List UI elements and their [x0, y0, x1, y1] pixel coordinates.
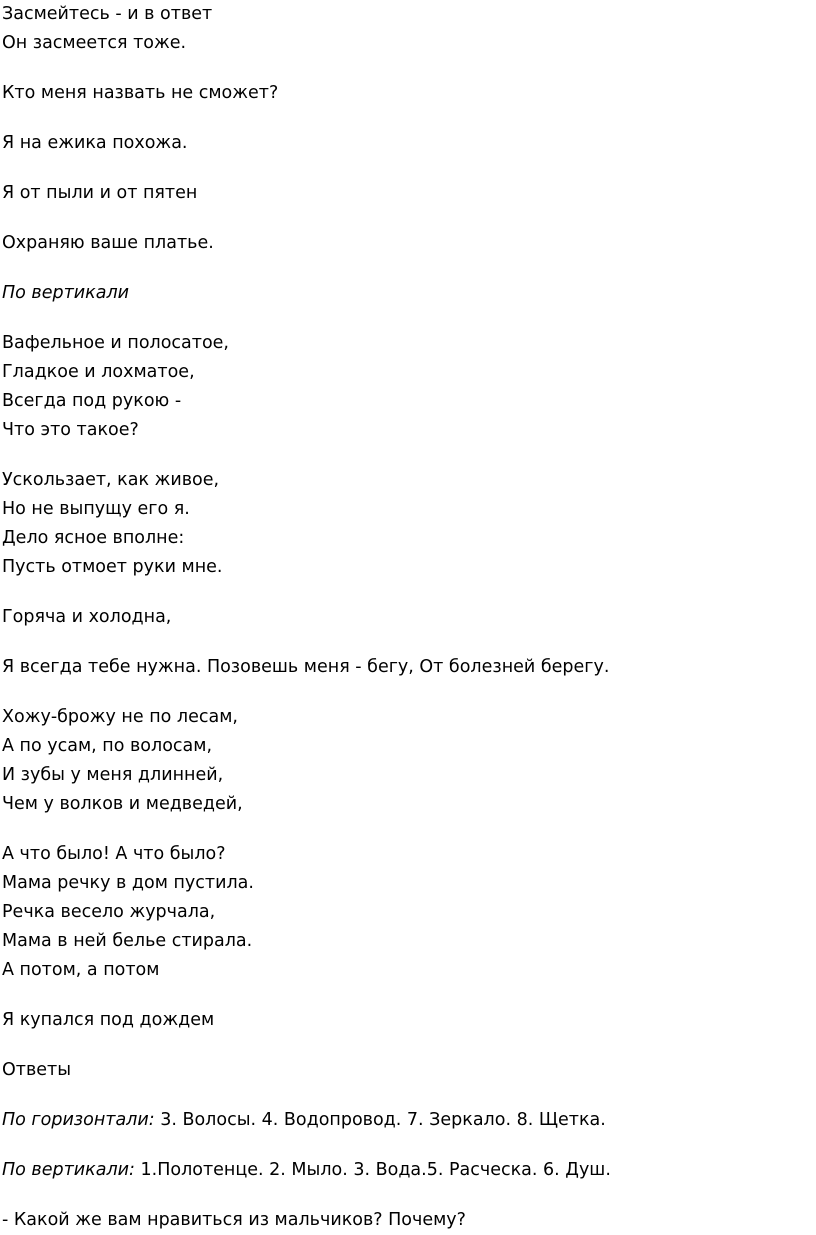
- paragraph-gap: [2, 1085, 812, 1106]
- paragraph: [2, 1156, 812, 1185]
- paragraph-gap: [2, 208, 812, 229]
- paragraph-gap: [2, 632, 812, 653]
- text-line: Я всегда тебе нужна. Позовешь меня - бегу, От болезней берегу.: [2, 657, 610, 677]
- paragraph: [2, 1106, 812, 1135]
- answer-line: [2, 1106, 812, 1135]
- text-line: Но не выпущу его я.: [2, 499, 190, 519]
- text-line: Мама речку в дом пустила.: [2, 873, 254, 893]
- paragraph-gap: [2, 158, 812, 179]
- paragraph-gap: [2, 445, 812, 466]
- paragraph: [2, 129, 812, 158]
- text-line: Я от пыли и от пятен: [2, 183, 198, 203]
- text-line: А потом, а потом: [2, 960, 160, 980]
- text-line: Что это такое?: [2, 420, 139, 440]
- answer-text: 1.Полотенце. 2. Мыло. 3. Вода.5. Расческа. 6. Душ.: [134, 1160, 611, 1180]
- paragraph-gap: [2, 1185, 812, 1206]
- text-line: - Какой же вам нравиться из мальчиков? Почему?: [2, 1210, 466, 1230]
- text-line: Пусть отмоет руки мне.: [2, 557, 223, 577]
- text-line: Чем у волков и медведей,: [2, 794, 243, 814]
- text-line: Вафельное и полосатое,: [2, 333, 229, 353]
- paragraph: [2, 79, 812, 108]
- answer-line: [2, 1156, 812, 1185]
- paragraph: [2, 703, 812, 819]
- text-line: Кто меня назвать не сможет?: [2, 83, 279, 103]
- paragraph: [2, 229, 812, 258]
- paragraph: [2, 840, 812, 985]
- text-line: Я купался под дождем: [2, 1010, 215, 1030]
- text-line: А по усам, по волосам,: [2, 736, 213, 756]
- paragraph: [2, 0, 812, 58]
- paragraph: [2, 653, 812, 682]
- paragraph-gap: [2, 308, 812, 329]
- paragraph: [2, 279, 812, 308]
- text-line: И зубы у меня длинней,: [2, 765, 224, 785]
- text-line: Речка весело журчала,: [2, 902, 216, 922]
- paragraph-gap: [2, 985, 812, 1006]
- text-line: Всегда под рукою -: [2, 391, 182, 411]
- paragraph-gap: [2, 1035, 812, 1056]
- paragraph: [2, 603, 812, 632]
- answer-label: По горизонтали:: [2, 1110, 155, 1130]
- text-line: Ускользает, как живое,: [2, 470, 220, 490]
- text-line: Мама в ней белье стирала.: [2, 931, 253, 951]
- paragraph: [2, 179, 812, 208]
- paragraph: [2, 466, 812, 582]
- paragraph-gap: [2, 258, 812, 279]
- paragraph-gap: [2, 58, 812, 79]
- paragraph: [2, 1056, 812, 1085]
- section-heading: По вертикали: [2, 283, 130, 303]
- paragraph-gap: [2, 108, 812, 129]
- text-line: Горяча и холодна,: [2, 607, 172, 627]
- text-line: Засмейтесь - и в ответ: [2, 4, 213, 24]
- paragraph-gap: [2, 682, 812, 703]
- paragraph: [2, 329, 812, 445]
- paragraph: [2, 1006, 812, 1035]
- text-line: Он засмеется тоже.: [2, 33, 187, 53]
- text-line: Ответы: [2, 1060, 72, 1080]
- text-line: Хожу-брожу не по лесам,: [2, 707, 238, 727]
- text-line: А что было! А что было?: [2, 844, 226, 864]
- paragraph-gap: [2, 819, 812, 840]
- text-line: Гладкое и лохматое,: [2, 362, 195, 382]
- text-line: Дело ясное вполне:: [2, 528, 185, 548]
- document-body: [2, 0, 812, 1235]
- paragraph-gap: [2, 1135, 812, 1156]
- answer-label: По вертикали:: [2, 1160, 135, 1180]
- answer-text: 3. Волосы. 4. Водопровод. 7. Зеркало. 8. Щетка.: [154, 1110, 606, 1130]
- paragraph-gap: [2, 582, 812, 603]
- text-line: Я на ежика похожа.: [2, 133, 188, 153]
- text-line: Охраняю ваше платье.: [2, 233, 214, 253]
